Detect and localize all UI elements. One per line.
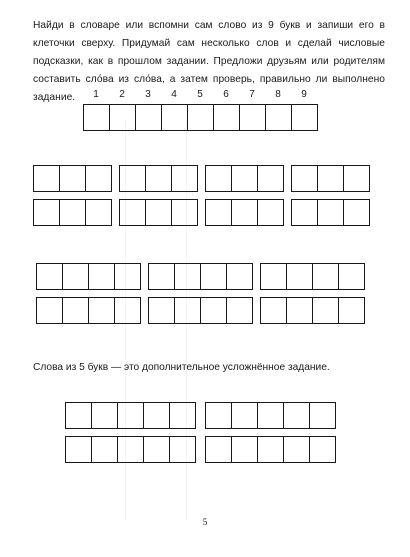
three-letter-word-grid[interactable] [291,199,370,226]
letter-cell[interactable] [118,402,144,429]
letter-cell[interactable] [339,263,365,290]
letter-cell[interactable] [66,436,92,463]
letter-cell[interactable] [175,263,201,290]
letter-cell[interactable] [92,402,118,429]
letter-cell[interactable] [344,165,370,192]
letter-cell[interactable] [313,263,339,290]
letter-cell[interactable] [84,104,110,131]
letter-cell[interactable] [261,297,287,324]
three-letter-word-grid[interactable] [205,165,284,192]
letter-cell[interactable] [201,263,227,290]
letter-cell[interactable] [175,297,201,324]
four-letter-word-grid[interactable] [148,297,253,324]
position-number: 6 [223,89,229,100]
task-instructions: Найди в словаре или вспомни сам слово из 9 букв и запиши его в клеточки сверху. Придумай сам несколько слов и сделай числовые подсказки, как в прошлом задании. Предложи друзьям или родителям составить сло́ва из сло́ва, а затем проверь, правильно ли выполнено задание. [33,20,385,103]
letter-cell[interactable] [258,199,284,226]
letter-cell[interactable] [310,402,336,429]
letter-cell[interactable] [170,402,196,429]
four-letter-word-grid[interactable] [260,297,365,324]
letter-cell[interactable] [63,263,89,290]
five-letter-word-grid[interactable] [205,436,336,463]
letter-cell[interactable] [339,297,365,324]
letter-cell[interactable] [206,402,232,429]
letter-cell[interactable] [310,436,336,463]
letter-cell[interactable] [86,199,112,226]
letter-cell[interactable] [232,402,258,429]
letter-cell[interactable] [149,263,175,290]
letter-cell[interactable] [344,199,370,226]
letter-cell[interactable] [292,104,318,131]
letter-cell[interactable] [120,165,146,192]
letter-cell[interactable] [120,199,146,226]
four-letter-word-grid[interactable] [36,297,141,324]
nine-letter-word-grid[interactable] [83,104,318,131]
position-number: 7 [249,89,255,100]
letter-cell[interactable] [149,297,175,324]
letter-cell[interactable] [115,297,141,324]
letter-cell[interactable] [34,199,60,226]
letter-cell[interactable] [261,263,287,290]
three-letter-word-grid[interactable] [33,199,112,226]
four-letter-word-grid[interactable] [260,263,365,290]
letter-position-numbers [83,89,317,101]
position-number: 2 [119,89,125,100]
position-number: 4 [171,89,177,100]
position-number: 1 [93,89,99,100]
letter-cell[interactable] [146,165,172,192]
letter-cell[interactable] [258,165,284,192]
letter-cell[interactable] [118,436,144,463]
letter-cell[interactable] [144,402,170,429]
position-number: 8 [275,89,281,100]
letter-cell[interactable] [86,165,112,192]
letter-cell[interactable] [258,436,284,463]
letter-cell[interactable] [170,436,196,463]
three-letter-word-grid[interactable] [205,199,284,226]
letter-cell[interactable] [214,104,240,131]
letter-cell[interactable] [258,402,284,429]
letter-cell[interactable] [172,165,198,192]
letter-cell[interactable] [206,199,232,226]
three-letter-word-grid[interactable] [119,165,198,192]
four-letter-word-grid[interactable] [148,263,253,290]
letter-cell[interactable] [60,199,86,226]
position-number: 9 [301,89,307,100]
letter-cell[interactable] [146,199,172,226]
letter-cell[interactable] [313,297,339,324]
letter-cell[interactable] [318,199,344,226]
three-letter-word-grid[interactable] [33,165,112,192]
five-letter-word-grid[interactable] [205,402,336,429]
letter-cell[interactable] [232,199,258,226]
five-letter-word-grid[interactable] [65,402,196,429]
extra-task-note: Слова из 5 букв — это дополнительное усложнённое задание. [33,362,330,373]
letter-cell[interactable] [136,104,162,131]
letter-cell[interactable] [232,436,258,463]
letter-cell[interactable] [287,263,313,290]
letter-cell[interactable] [206,165,232,192]
four-letter-word-grid[interactable] [36,263,141,290]
letter-cell[interactable] [66,402,92,429]
letter-cell[interactable] [110,104,136,131]
letter-cell[interactable] [318,165,344,192]
letter-cell[interactable] [227,263,253,290]
letter-cell[interactable] [292,165,318,192]
letter-cell[interactable] [37,297,63,324]
three-letter-word-grid[interactable] [119,199,198,226]
letter-cell[interactable] [89,297,115,324]
letter-cell[interactable] [37,263,63,290]
letter-cell[interactable] [284,402,310,429]
page-number: 5 [202,517,208,527]
letter-cell[interactable] [206,436,232,463]
letter-cell[interactable] [172,199,198,226]
position-number: 3 [145,89,151,100]
letter-cell[interactable] [34,165,60,192]
letter-cell[interactable] [63,297,89,324]
letter-cell[interactable] [287,297,313,324]
letter-cell[interactable] [60,165,86,192]
letter-cell[interactable] [92,436,118,463]
letter-cell[interactable] [227,297,253,324]
letter-cell[interactable] [232,165,258,192]
letter-cell[interactable] [266,104,292,131]
letter-cell[interactable] [162,104,188,131]
letter-cell[interactable] [89,263,115,290]
letter-cell[interactable] [292,199,318,226]
letter-cell[interactable] [115,263,141,290]
three-letter-word-grid[interactable] [291,165,370,192]
letter-cell[interactable] [240,104,266,131]
letter-cell[interactable] [284,436,310,463]
letter-cell[interactable] [201,297,227,324]
five-letter-word-grid[interactable] [65,436,196,463]
letter-cell[interactable] [188,104,214,131]
position-number: 5 [197,89,203,100]
letter-cell[interactable] [144,436,170,463]
